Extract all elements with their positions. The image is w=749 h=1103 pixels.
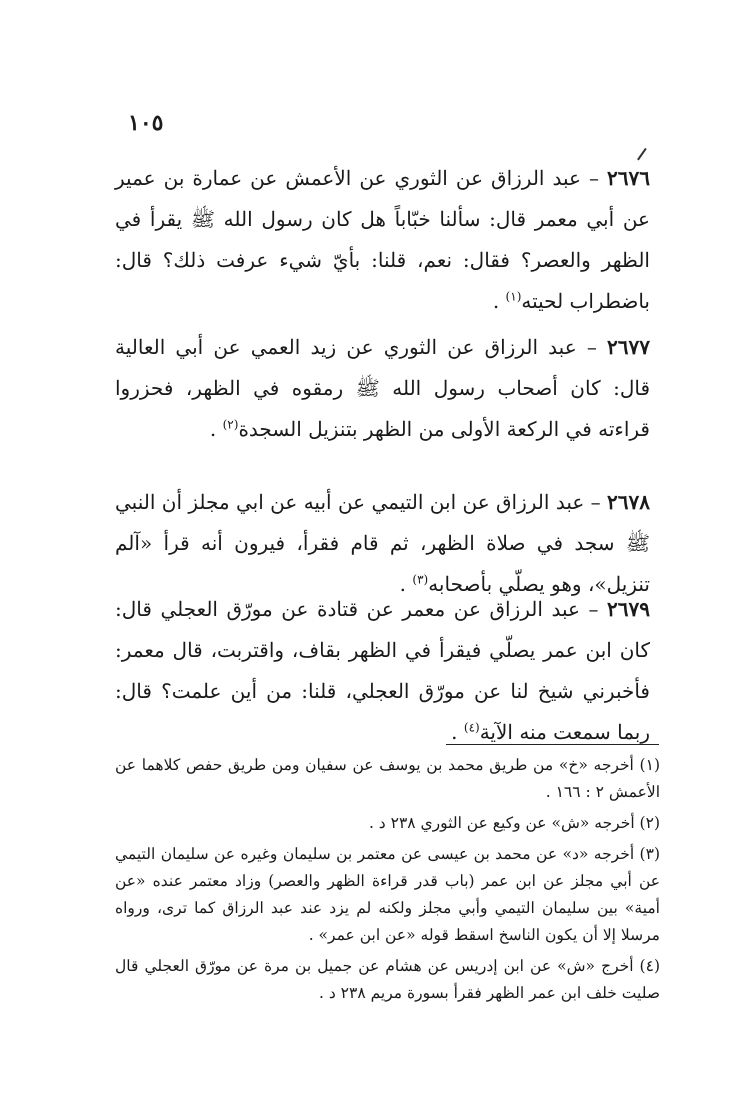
hadith-end: . — [492, 289, 506, 313]
hadith-number: ٢٦٧٩ — [607, 597, 650, 621]
footnote-4: (٤) أخرج «ش» عن ابن إدريس عن هشام عن جميل بن مرة عن مورّق العجلي قال صليت خلف ابن عمر الظهر فقرأ بسورة مريم ٢٣٨ د . — [115, 957, 660, 1002]
footnotes — [115, 752, 660, 1011]
hadith-text: عبد الرزاق عن ابن التيمي عن أبيه عن ابي مجلز أن النبي ﷺ سجد في صلاة الظهر، ثم قام فقرأ، فيرون أنه قرأ «آلم تنزيل»، وهو يصلّي بأصحابه — [115, 490, 650, 596]
footnote-2: (٢) أخرجه «ش» عن وكيع عن الثوري ٢٣٨ د . — [368, 814, 660, 832]
hadith-text: عبد الرزاق عن معمر عن قتادة عن مورّق العجلي قال: كان ابن عمر يصلّي فيقرأ في الظهر بقاف، واقتربت، قال معمر: فأخبرني شيخ لنا عن مورّق العجلي، قلنا: من أين علمت؟ قال: ربما سمعت منه الآية — [115, 597, 650, 744]
footnote-ref: (١) — [505, 289, 522, 304]
page-number: ١٠٥ — [128, 110, 164, 136]
hadith-number: ٢٦٧٦ — [607, 166, 650, 190]
hadith-2677: ٢٦٧٧ – عبد الرزاق عن الثوري عن زيد العمي عن أبي العالية قال: كان أصحاب رسول الله ﷺ رمقوه في الظهر، فحزروا قراءته في الركعة الأولى من الظهر بتنزيل السجدة$^{(٢)}$ . — [115, 335, 650, 441]
hadith-end: . — [451, 720, 464, 744]
hadith-text: عبد الرزاق عن الثوري عن الأعمش عن عمارة بن عمير عن أبي معمر قال: سألنا خبّاباً هل كان رسول الله ﷺ يقرأ في الظهر والعصر؟ فقال: نعم، قلنا: بأيّ شيء عرفت ذلك؟ قال: باضطراب لحيته — [115, 166, 650, 313]
hadith-number: ٢٦٧٨ — [607, 490, 650, 514]
footnote-ref: (٣) — [412, 572, 429, 587]
hadith-number: ٢٦٧٧ — [607, 335, 650, 359]
footnote-3: (٣) أخرجه «د» عن محمد بن عيسى عن معتمر بن سليمان وغيره عن سليمان التيمي عن أبي مجلز عن ابن عمر (باب قدر قراءة الظهر والعصر) وزاد معتمر عنده «عن أمية» بين سليمان التيمي وأبي مجلز ولكنه لم يزد عند عبد الرزاق كما ترى، ورواه مرسلا إلا أن يكون الناسخ اسقط قوله «عن ابن عمر» . — [115, 845, 660, 944]
hadith-end: . — [399, 572, 413, 596]
hadith-2679: ٢٦٧٩ – عبد الرزاق عن معمر عن قتادة عن مورّق العجلي قال: كان ابن عمر يصلّي فيقرأ في الظهر بقاف، واقتربت، قال معمر: فأخبرني شيخ لنا عن مورّق العجلي، قلنا: من أين علمت؟ قال: ربما سمعت منه الآية$^{(٤)}$ . — [115, 597, 650, 744]
footnote-ref: (٤) — [463, 720, 480, 735]
hadith-2678: ٢٦٧٨ – عبد الرزاق عن ابن التيمي عن أبيه عن ابي مجلز أن النبي ﷺ سجد في صلاة الظهر، ثم قام فقرأ، فيرون أنه قرأ «آلم تنزيل»، وهو يصلّي بأصحابه$^{(٣)}$ . — [115, 490, 650, 596]
hadith-2676: ٢٦٧٦ – عبد الرزاق عن الثوري عن الأعمش عن عمارة بن عمير عن أبي معمر قال: سألنا خبّاباً هل كان رسول الله ﷺ يقرأ في الظهر والعصر؟ فقال: نعم، قلنا: بأيّ شيء عرفت ذلك؟ قال: باضطراب لحيته$^{(١)}$ . — [115, 166, 650, 313]
footnote-1: (١) أخرجه «خ» من طريق محمد بن يوسف عن سفيان ومن طريق حفص كلاهما عن الأعمش ٢ : ١٦٦ . — [115, 756, 660, 801]
footnote-ref: (٢) — [222, 417, 239, 432]
footnote-divider — [446, 744, 659, 745]
hadith-text: عبد الرزاق عن الثوري عن زيد العمي عن أبي العالية قال: كان أصحاب رسول الله ﷺ رمقوه في الظهر، فحزروا قراءته في الركعة الأولى من الظهر بتنزيل السجدة — [115, 335, 650, 441]
hadith-end: . — [209, 417, 223, 441]
